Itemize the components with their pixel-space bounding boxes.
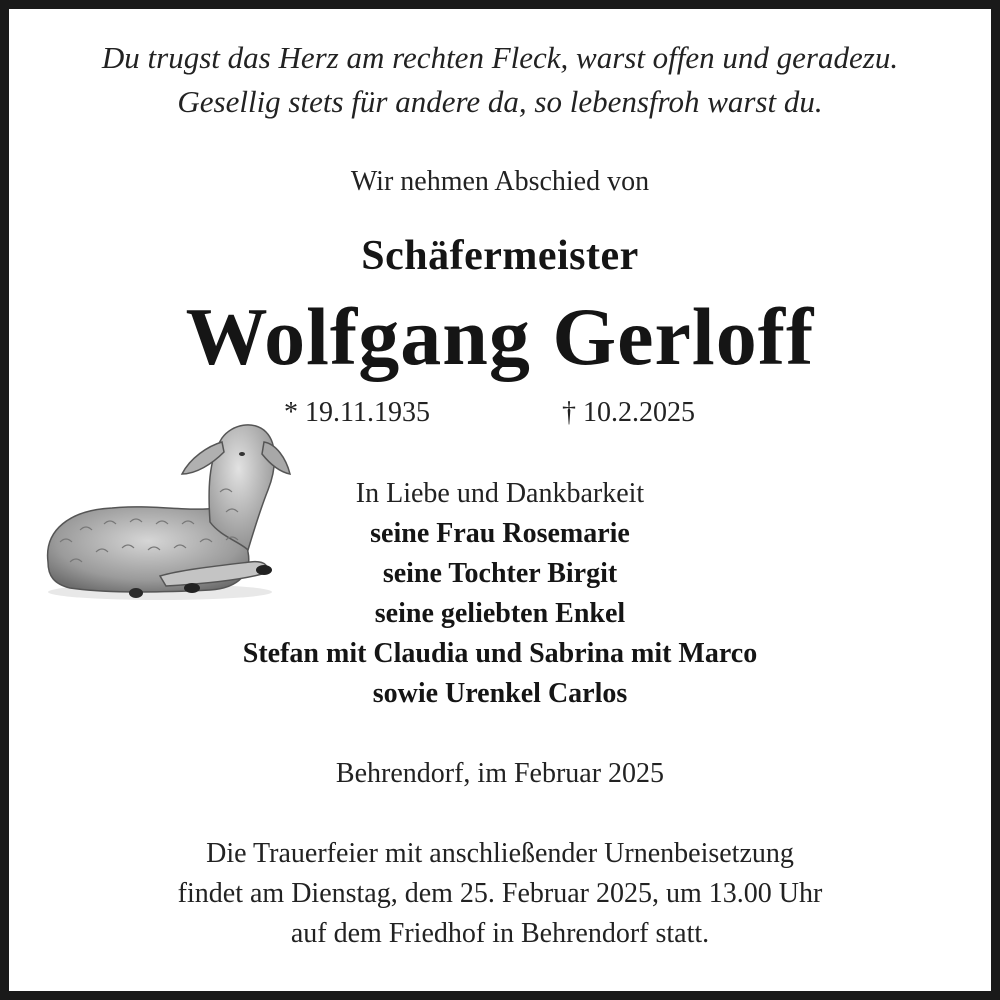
mourner-line: seine Tochter Birgit: [382, 558, 618, 589]
motto-line-2: Gesellig stets für andere da, so lebensfroh warst du.: [177, 84, 823, 119]
ceremony-line-3: auf dem Friedhof in Behrendorf statt.: [290, 918, 710, 949]
ceremony-line-2: findet am Dienstag, dem 25. Februar 2025, um 13.00 Uhr: [177, 878, 823, 909]
birth-date: * 19.11.1935: [284, 397, 430, 428]
mourners-intro: In Liebe und Dankbarkeit: [355, 478, 645, 509]
deceased-title: Schäfermeister: [361, 233, 639, 279]
place-date: Behrendorf, im Februar 2025: [335, 758, 665, 789]
mourner-line: sowie Urenkel Carlos: [372, 678, 628, 709]
deceased-name: Wolfgang Gerloff: [185, 291, 815, 382]
farewell-intro: Wir nehmen Abschied von: [350, 166, 650, 197]
mourner-line: seine Frau Rosemarie: [370, 518, 630, 549]
mourner-line: Stefan mit Claudia und Sabrina mit Marco: [242, 638, 758, 669]
motto-line-1: Du trugst das Herz am rechten Fleck, warst offen und geradezu.: [101, 40, 899, 75]
death-date: † 10.2.2025: [562, 397, 695, 428]
mourner-line: seine geliebten Enkel: [374, 598, 626, 629]
ceremony-line-1: Die Trauerfeier mit anschließender Urnenbeisetzung: [206, 838, 794, 869]
